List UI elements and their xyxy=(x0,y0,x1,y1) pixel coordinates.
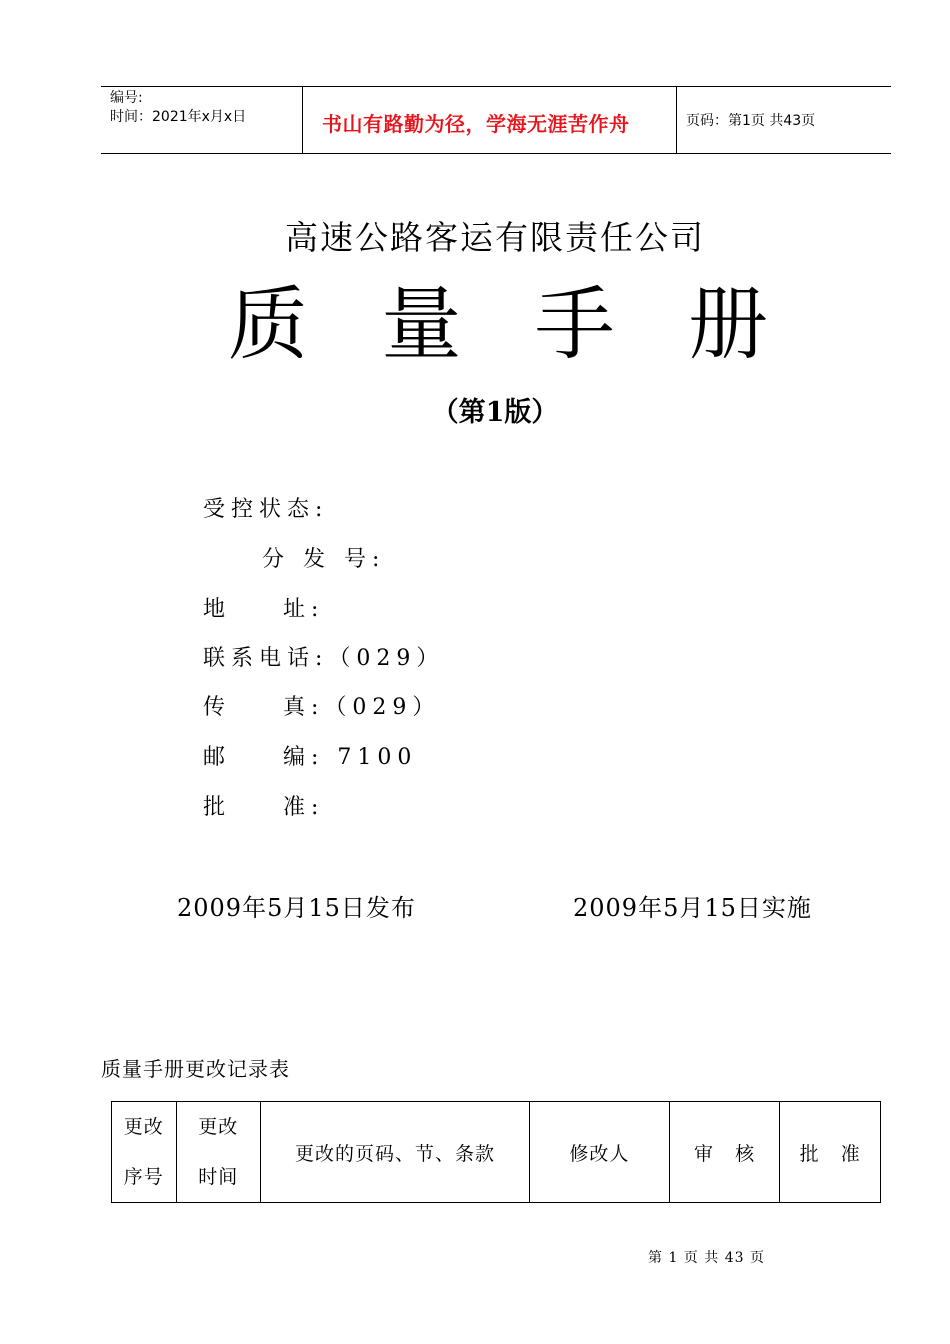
fax-field: 传 真:（029） xyxy=(203,695,441,720)
page-footer: 第 1 页 共 43 页 xyxy=(648,1250,765,1266)
address-field: 地 址: xyxy=(203,597,325,622)
approval-field: 批 准: xyxy=(203,795,325,820)
control-status-field: 受控状态: xyxy=(203,497,329,522)
title-char-4: 册 xyxy=(687,278,768,371)
doc-time-label: 时间：2021年x月x日 xyxy=(110,109,247,125)
phone-field: 联系电话:（029） xyxy=(203,646,445,671)
header-divider-left xyxy=(302,86,303,154)
header-seq-line2: 序号 xyxy=(123,1166,164,1188)
distribution-number-field: 分 发 号: xyxy=(262,547,386,572)
header-time-line1: 更改 xyxy=(198,1116,239,1138)
header-bottom-rule xyxy=(101,153,891,154)
header-time-line2: 时间 xyxy=(198,1166,239,1188)
title-char-3: 手 xyxy=(534,278,615,371)
postcode-field: 邮 编: 7100 xyxy=(203,745,418,770)
doc-number-label: 编号: xyxy=(110,90,143,106)
change-table-caption: 质量手册更改记录表 xyxy=(101,1057,290,1081)
effective-date: 2009年5月15日实施 xyxy=(573,894,812,922)
header-cell-modifier: 修改人 xyxy=(529,1102,669,1203)
table-header-row xyxy=(112,1102,881,1203)
header-cell-pages: 更改的页码、节、条款 xyxy=(261,1102,530,1203)
change-record-table xyxy=(111,1101,881,1203)
header-cell-time xyxy=(176,1102,260,1203)
page-info-text: 页码：第1页 共43页 xyxy=(686,113,816,129)
edition-label: （第1版） xyxy=(431,397,559,428)
title-char-2: 量 xyxy=(381,278,462,371)
manual-title xyxy=(228,278,768,371)
title-char-1: 质 xyxy=(228,278,308,371)
header-cell-review: 审 核 xyxy=(669,1102,780,1203)
company-name: 高速公路客运有限责任公司 xyxy=(285,218,705,257)
header-top-rule xyxy=(101,86,891,87)
motto-text: 书山有路勤为径，学海无涯苦作舟 xyxy=(322,112,630,136)
header-divider-right xyxy=(676,86,677,154)
header-cell-approve: 批 准 xyxy=(780,1102,881,1203)
issue-date: 2009年5月15日发布 xyxy=(177,894,416,922)
header-seq-line1: 更改 xyxy=(123,1116,164,1138)
header-cell-seq xyxy=(112,1102,177,1203)
